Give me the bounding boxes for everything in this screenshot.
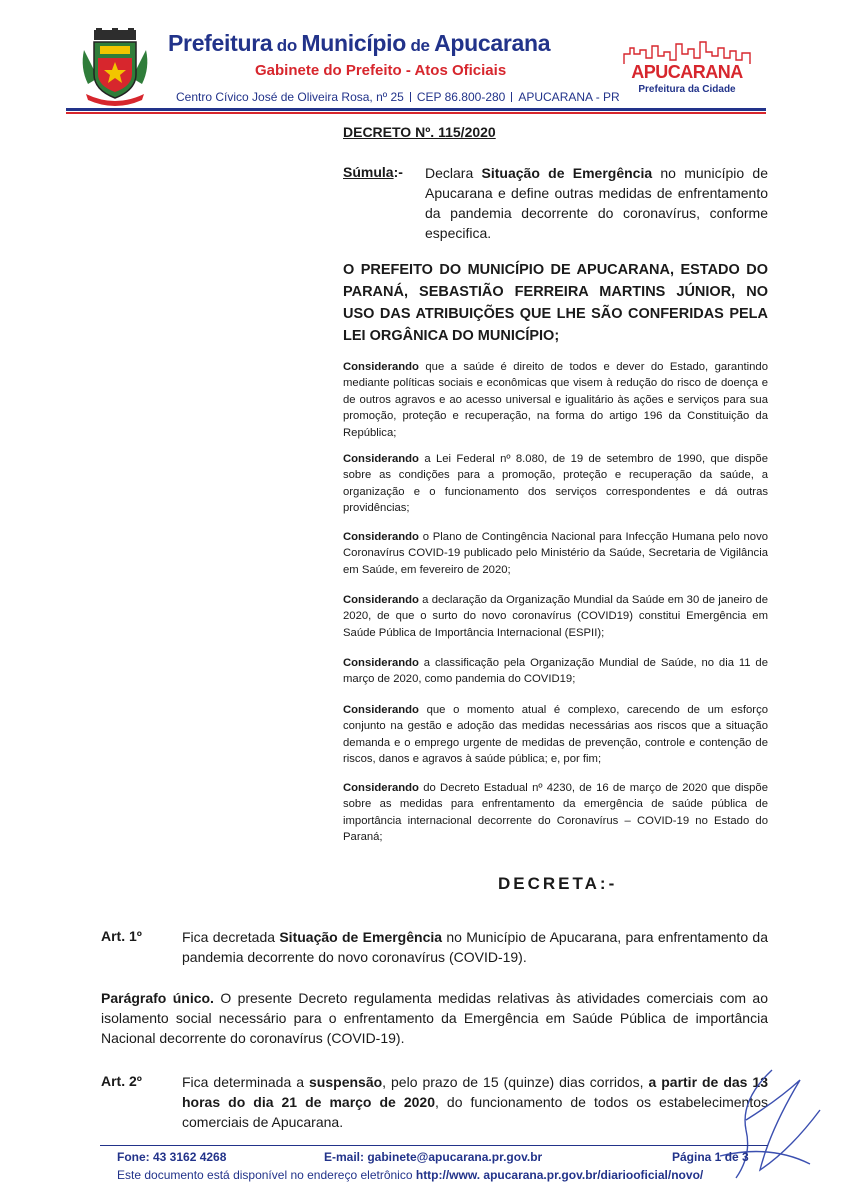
sumula-text: Declara Situação de Emergência no município de Apucarana e define outras medidas de enfrentamento da pandemia decorrente do coronavírus, conforme especifica. [425, 165, 768, 241]
considerando-paragraph: Considerando que o momento atual é complexo, carecendo de um esforço conjunto na gestão e adoção das medidas necessárias aos riscos que a situação demanda e o emprego urgente de medidas de prevenção, controle e contenção de riscos, danos e agravos à saúde pública; e, por fim; [343, 704, 768, 766]
footer-notice: Este documento está disponível no endereço eletrônico http://www. apucarana.pr.gov.br/diariooficial/novo/ [117, 1168, 704, 1182]
considerando-paragraph: Considerando que a saúde é direito de todos e dever do Estado, garantindo mediante políticas sociais e econômicas que visem à redução do risco de doença e de outros agravos e ao acesso universal e igualitário às ações e serviços para sua promoção, proteção e recuperação, na forma do artigo 196 da Constituição da República; [343, 361, 768, 439]
header-rule-accent [66, 112, 766, 114]
article-1-text: Fica decretada Situação de Emergência no Município de Apucarana, para enfrentamento da pandemia decorrente do novo coronavírus (COVID-19). [182, 929, 768, 965]
signature-initials [700, 1060, 830, 1190]
footer-rule [100, 1145, 768, 1146]
article-2-text: Fica determinada a suspensão, pelo prazo de 15 (quinze) dias corridos, a partir de das 13 horas do dia 21 de março de 2020, do funcionamento de todos os estabelecimentos comerciais de Apucarana. [182, 1074, 768, 1130]
considerando-paragraph: Considerando a Lei Federal nº 8.080, de 19 de setembro de 1990, que dispõe sobre as condições para a promoção, proteção e recuperação da saúde, a organização e o funcionamento dos serviços correspondentes e dá outras providências; [343, 453, 768, 515]
considerando-paragraph: Considerando do Decreto Estadual nº 4230, de 16 de março de 2020 que dispõe sobre as medidas para enfrentamento da emergência de saúde pública de importância internacional decorrente do Coronavírus – COVID-19 no Estado do Paraná; [343, 782, 768, 844]
city-logo [622, 40, 752, 100]
header-rule [66, 108, 766, 111]
municipal-coat-of-arms-icon [80, 28, 150, 108]
considerando-paragraph: Considerando o Plano de Contingência Nacional para Infecção Humana pelo novo Coronavírus COVID-19 publicado pelo Ministério da Saúde, Secretaria de Vigilância em Saúde, em fevereiro de 2020; [343, 531, 768, 576]
footer-page-number: Página 1 de 3 [672, 1150, 749, 1164]
logo-name: APUCARANA [631, 62, 743, 82]
skyline-icon [622, 40, 752, 64]
municipality-title: Prefeitura do Município de Apucarana [168, 30, 551, 56]
considerando-paragraph: Considerando a classificação pela Organização Mundial de Saúde, no dia 11 de março de 2020, como pandemia do COVID19; [343, 657, 768, 686]
footer-phone: Fone: 43 3162 4268 [117, 1150, 227, 1164]
logo-tagline: Prefeitura da Cidade [638, 84, 736, 95]
article-2-label: Art. 2º [101, 1073, 142, 1089]
article-1-label: Art. 1º [101, 928, 142, 944]
footer-email: E-mail: gabinete@apucarana.pr.gov.br [324, 1150, 543, 1164]
sole-paragraph: Parágrafo único. O presente Decreto regulamenta medidas relativas às atividades comerciais com ao isolamento social necessário para o enfrentamento da Emergência em Saúde Pública de importância Nacional decorrente do coronavírus (COVID-19). [101, 990, 768, 1046]
preamble: O PREFEITO DO MUNICÍPIO DE APUCARANA, ESTADO DO PARANÁ, SEBASTIÃO FERREIRA MARTINS JÚNIOR, NO USO DAS ATRIBUIÇÕES QUE LHE SÃO CONFERIDAS PELA LEI ORGÂNICA DO MUNICÍPIO; [343, 262, 768, 344]
sumula-label: Súmula:- [343, 164, 403, 180]
footer-url[interactable]: http://www. apucarana.pr.gov.br/diariooficial/novo/ [415, 1168, 704, 1182]
considerando-paragraph: Considerando a declaração da Organização Mundial da Saúde em 30 de janeiro de 2020, de que o surto do novo coronavírus (COVID19) constitui Emergência em Saúde Pública de Importância Internacional (ESPII); [343, 594, 768, 639]
decree-number: DECRETO Nº. 115/2020 [343, 124, 496, 140]
header-address: Centro Cívico José de Oliveira Rosa, nº 25 CEP 86.800-280 APUCARANA - PR [176, 90, 620, 104]
